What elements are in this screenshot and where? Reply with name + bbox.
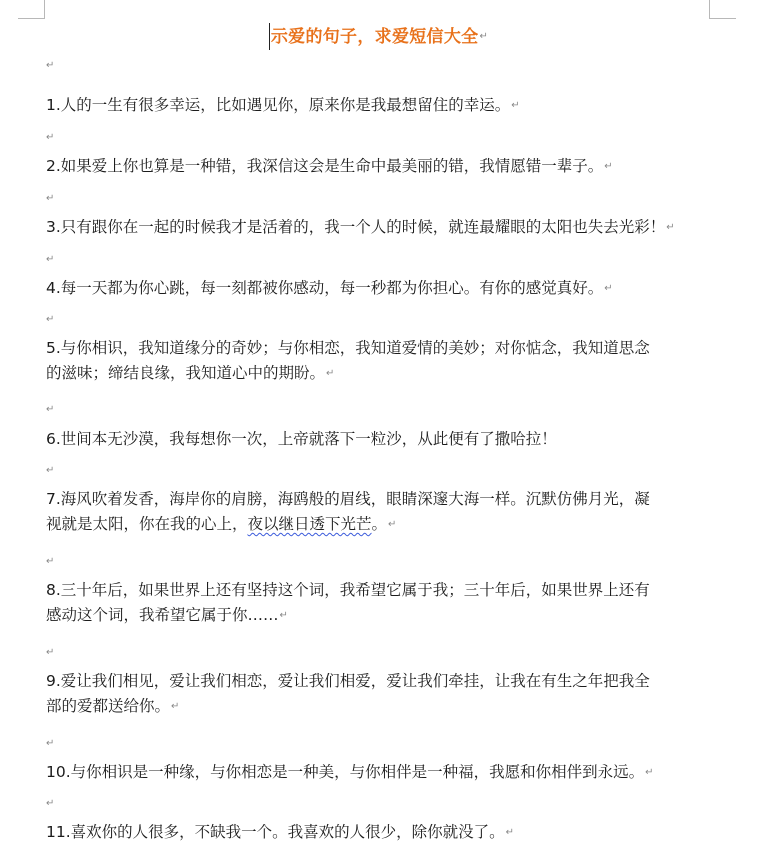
list-item-4[interactable] [46, 276, 736, 301]
item-line: 视就是太阳，你在我的心上， [46, 515, 248, 533]
list-item-5[interactable] [46, 336, 736, 386]
paragraph-mark-icon: ↵ [171, 701, 180, 712]
title-text: 示爱的句子，求爱短信大全 [270, 27, 479, 47]
empty-paragraph-mark-icon: ↵ [46, 647, 55, 658]
paragraph-mark-icon: ↵ [511, 100, 520, 111]
paragraph-mark-icon: ↵ [279, 610, 288, 621]
text-cursor [269, 23, 270, 50]
page-corner-mark-left [18, 0, 45, 19]
list-item-9[interactable] [46, 669, 736, 719]
paragraph-mark-icon: ↵ [604, 283, 613, 294]
list-item-7[interactable] [46, 487, 736, 537]
item-line: 10.与你相识是一种缘，与你相恋是一种美，与你相伴是一种福，我愿和你相伴到永远。 [46, 763, 645, 781]
item-line: 5.与你相识，我知道缘分的奇妙；与你相恋，我知道爱情的美妙；对你惦念，我知道思念 [46, 339, 650, 357]
document-title[interactable] [271, 24, 488, 50]
item-line: 6.世间本无沙漠，我每想你一次，上帝就落下一粒沙，从此便有了撒哈拉！ [46, 430, 557, 448]
empty-paragraph-mark-icon: ↵ [46, 132, 55, 143]
spellcheck-underlined-text[interactable]: 夜以继日透下光芒 [247, 515, 372, 533]
empty-paragraph-mark-icon: ↵ [46, 465, 55, 476]
paragraph-mark-icon: ↵ [479, 31, 489, 42]
item-tail: 。 [371, 515, 388, 533]
item-line: 4.每一天都为你心跳，每一刻都被你感动，每一秒都为你担心。有你的感觉真好。 [46, 279, 604, 297]
page-corner-mark-right [709, 0, 736, 19]
paragraph-mark-icon: ↵ [326, 368, 335, 379]
paragraph-mark-icon: ↵ [505, 827, 515, 838]
empty-paragraph-mark-icon: ↵ [46, 556, 55, 567]
list-item-3[interactable] [46, 215, 736, 240]
empty-paragraph-mark-icon: ↵ [46, 404, 55, 415]
paragraph-mark-icon: ↵ [604, 161, 613, 172]
paragraph-mark-icon: ↵ [645, 767, 654, 778]
empty-paragraph-mark-icon: ↵ [46, 738, 55, 749]
empty-paragraph-mark-icon: ↵ [46, 314, 55, 325]
item-line: 8.三十年后，如果世界上还有坚持这个词，我希望它属于我；三十年后，如果世界上还有 [46, 581, 650, 599]
list-item-1[interactable] [46, 93, 736, 118]
item-line: 2.如果爱上你也算是一种错，我深信这会是生命中最美丽的错，我情愿错一辈子。 [46, 157, 604, 175]
item-line: 部的爱都送给你。 [46, 697, 171, 715]
item-line: 7.海风吹着发香，海岸你的肩膀，海鸥般的眉线，眼睛深邃大海一样。沉默仿佛月光，凝 [46, 490, 650, 508]
item-line: 3.只有跟你在一起的时候我才是活着的，我一个人的时候，就连最耀眼的太阳也失去光彩！ [46, 218, 666, 236]
list-item-2[interactable] [46, 154, 736, 179]
empty-paragraph-mark-icon: ↵ [46, 193, 55, 204]
empty-paragraph-mark-icon: ↵ [46, 60, 55, 71]
empty-paragraph-mark-icon: ↵ [46, 254, 55, 265]
list-item-6[interactable] [46, 427, 736, 452]
paragraph-mark-icon: ↵ [666, 222, 675, 233]
paragraph-mark-icon: ↵ [388, 519, 397, 530]
empty-paragraph-mark-icon: ↵ [46, 798, 55, 809]
item-line: 1.人的一生有很多幸运，比如遇见你，原来你是我最想留住的幸运。 [46, 96, 511, 114]
list-item-8[interactable] [46, 578, 736, 628]
item-line: 感动这个词，我希望它属于你…… [46, 606, 279, 624]
item-line: 的滋味；缔结良缘，我知道心中的期盼。 [46, 364, 326, 382]
list-item-11[interactable] [46, 820, 736, 845]
item-line: 9.爱让我们相见，爱让我们相恋，爱让我们相爱，爱让我们牵挂，让我在有生之年把我全 [46, 672, 650, 690]
list-item-10[interactable] [46, 760, 736, 785]
title-row [0, 24, 759, 50]
item-line: 11.喜欢你的人很多，不缺我一个。我喜欢的人很少，除你就没了。 [46, 823, 505, 841]
